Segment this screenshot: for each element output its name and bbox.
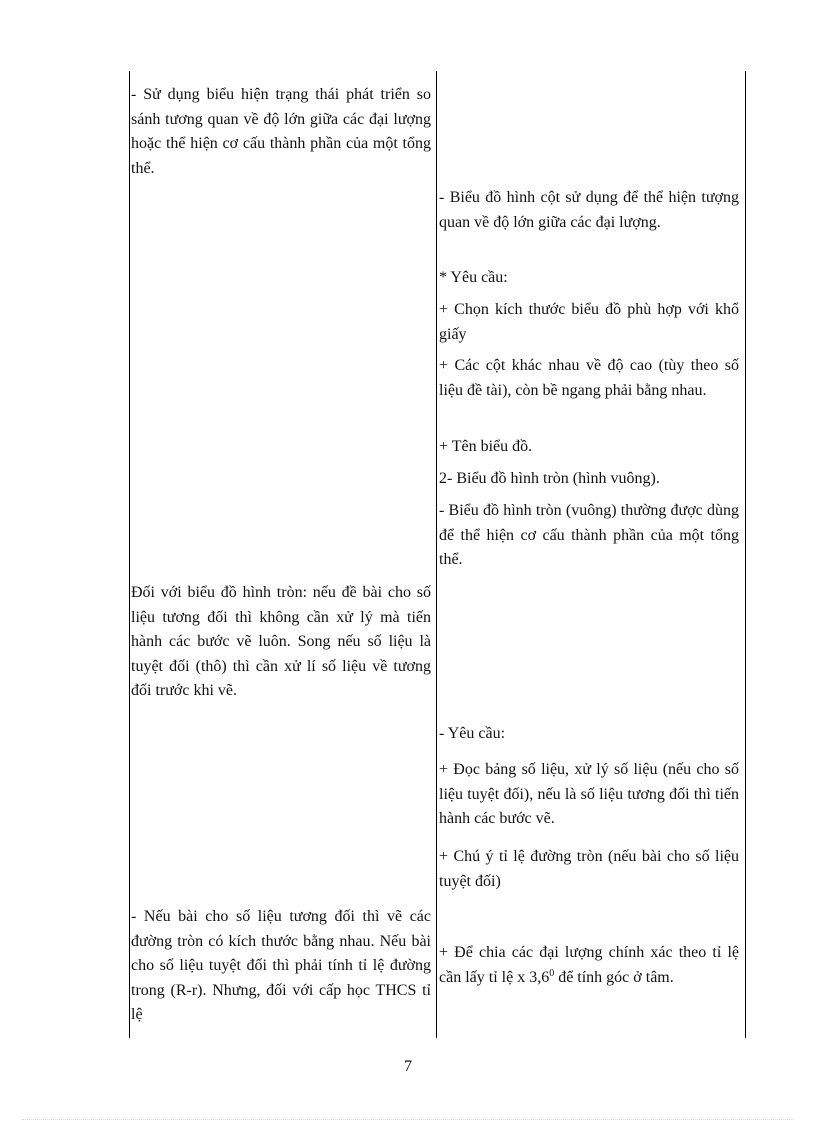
right-paragraph-2: * Yêu cầu: — [439, 269, 508, 286]
right-cell-angle-calc — [439, 941, 739, 990]
right-cell-requirements-2 — [439, 722, 739, 747]
right-paragraph-11 — [439, 941, 739, 990]
right-paragraph-4: + Các cột khác nhau về độ cao (tùy theo số liệu đề tài), còn bề ngang phải bằng nhau. — [439, 357, 739, 399]
right-cell-pie-heading — [439, 467, 739, 492]
left-paragraph-1: - Sử dụng biểu hiện trạng thái phát triển so sánh tương quan về độ lớn giữa các đại lượng hoặc thể hiện cơ cấu thành phần của một tổng thể. — [131, 86, 431, 177]
right-paragraph-11-text: + Để chia các đại lượng chính xác theo tỉ lệ cần lấy tỉ lệ x 3,6 — [439, 944, 739, 986]
right-paragraph-1: - Biểu đồ hình cột sử dụng để thể hiện tượng quan về độ lớn giữa các đại lượng. — [439, 189, 739, 231]
right-cell-bar-chart-desc — [439, 186, 739, 235]
right-paragraph-10: + Chú ý tỉ lệ đường tròn (nếu bài cho số liệu tuyệt đối) — [439, 848, 739, 890]
right-cell-chart-name — [439, 435, 739, 460]
table-border-left — [129, 71, 130, 1038]
left-cell-1 — [131, 83, 431, 181]
table-border-right — [745, 71, 746, 1038]
right-cell-requirements-heading — [439, 266, 739, 291]
page-number: 7 — [404, 1058, 412, 1075]
right-cell-circle-ratio — [439, 845, 739, 894]
right-cell-size — [439, 298, 739, 347]
right-cell-columns — [439, 354, 739, 403]
left-cell-2 — [131, 581, 431, 704]
right-paragraph-3: + Chọn kích thước biểu đồ phù hợp với khổ giấy — [439, 301, 739, 343]
right-paragraph-11-tail: để tính góc ở tâm. — [554, 968, 674, 986]
right-paragraph-9: + Đọc bảng số liệu, xử lý số liệu (nếu cho số liệu tuyệt đối), nếu là số liệu tương đối thì tiến hành các bước vẽ. — [439, 761, 739, 827]
table-border-middle — [436, 71, 437, 1038]
right-cell-pie-desc — [439, 499, 739, 573]
right-paragraph-8: - Yêu cầu: — [439, 725, 506, 742]
page-bottom-divider — [22, 1119, 794, 1120]
left-paragraph-3: - Nếu bài cho số liệu tương đối thì vẽ các đường tròn có kích thước bằng nhau. Nếu bài cho số liệu tuyệt đối thì phải tính tỉ lệ đường trong (R-r). Nhưng, đối với cấp học THCS tỉ lệ — [131, 908, 431, 1023]
left-paragraph-2: Đối với biểu đồ hình tròn: nếu đề bài cho số liệu tương đối thì không cần xử lý mà tiến hành các bước vẽ luôn. Song nếu số liệu là tuyệt đối (thô) thì cần xử lí số liệu về tương đối trước khi vẽ. — [131, 584, 431, 699]
right-paragraph-7: - Biểu đồ hình tròn (vuông) thường được dùng để thể hiện cơ cấu thành phần của một tổng thể. — [439, 502, 739, 568]
degree-superscript: 0 — [549, 967, 555, 979]
right-paragraph-5: + Tên biểu đồ. — [439, 438, 533, 455]
right-cell-read-table — [439, 758, 739, 832]
right-paragraph-6: 2- Biểu đồ hình tròn (hình vuông). — [439, 470, 660, 487]
left-cell-3 — [131, 905, 431, 1028]
